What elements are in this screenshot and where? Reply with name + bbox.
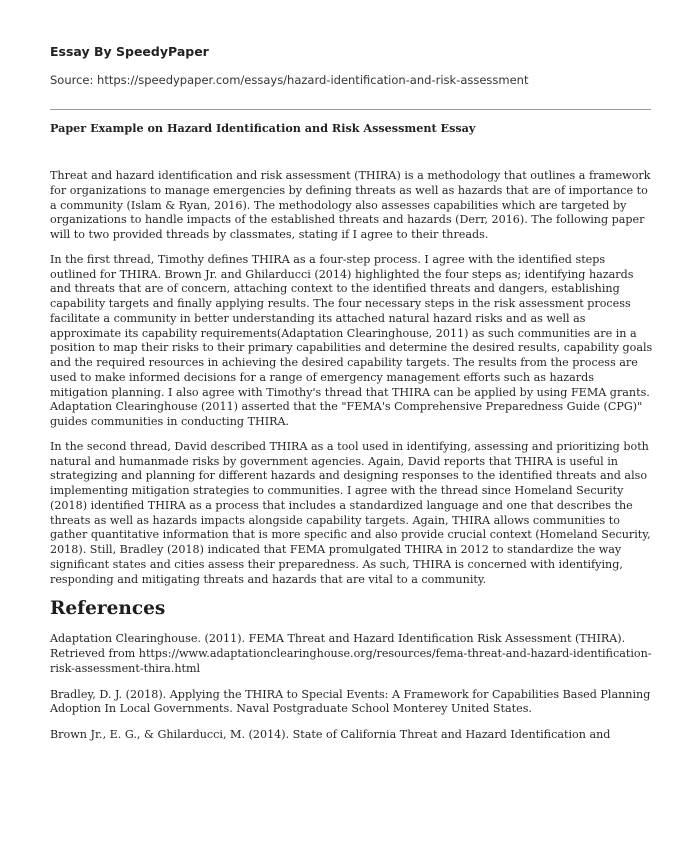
reference-item: [50, 632, 655, 676]
reference-item: [50, 688, 655, 718]
reference-text: Bradley, D. J. (2018). Applying the THIRA to Special Events: A Framework for Capabilities Based Planning Adoption In Local Governments. Naval Postgraduate School Monterey United States.: [50, 687, 651, 716]
reference-url: https://www.adaptationclearinghouse.org/resources/fema-threat-and-hazard-identification-risk-assessment-thira.html: [50, 647, 652, 675]
essay-by-heading: Essay By SpeedyPaper: [50, 44, 209, 59]
source-line: Source: https://speedypaper.com/essays/hazard-identification-and-risk-assessment: [50, 73, 529, 87]
essay-body: [50, 169, 655, 754]
reference-text: Brown Jr., E. G., & Ghilarducci, M. (2014). State of California Threat and Hazard Identification and: [50, 728, 611, 741]
paragraph-second-thread: In the second thread, David described THIRA as a tool used in identifying, assessing and prioritizing both natural and humanmade risks by government agencies. Again, David reports that THIRA is useful in strategizing and planning for different hazards and designing responses to the identified threats and also implementing mitigation strategies to communities. I agree with the thread since Homeland Security (2018) identified THIRA as a process that includes a standardized language and one that describes the threats as well as hazards impacts alongside capability targets. Again, THIRA allows communities to gather quantitative information that is more specific and also provide crucial context (Homeland Security, 2018). Still, Bradley (2018) indicated that FEMA promulgated THIRA in 2012 to standardize the way significant states and cities assess their preparedness. As such, THIRA is concerned with identifying, responding and mitigating threats and hazards that are vital to a community.: [50, 439, 651, 586]
reference-text: Adaptation Clearinghouse. (2011). FEMA Threat and Hazard Identification Risk Assessment (THIRA). Retrieved from: [50, 632, 626, 660]
paragraph-intro: Threat and hazard identification and risk assessment (THIRA) is a methodology that outlines a framework for organizations to manage emergencies by defining threats as well as hazards that are of importance to a community (Islam & Ryan, 2016). The methodology also assesses capabilities which are targeted by organizations to handle impacts of the established threats and hazards (Derr, 2016). The following paper will to two provided threads by classmates, stating if I agree to their threads.: [50, 169, 651, 241]
essay-title: Paper Example on Hazard Identification and Risk Assessment Essay: [50, 121, 476, 135]
header-divider: [50, 109, 651, 110]
paragraph-first-thread: In the first thread, Timothy defines THIRA as a four-step process. I agree with the identified steps outlined for THIRA. Brown Jr. and Ghilarducci (2014) highlighted the four steps as; identifying hazards and threats that are of concern, attaching context to the identified threats and dangers, establishing capability targets and finally applying results. The four necessary steps in the risk assessment process facilitate a community in better understanding its attached natural hazard risks and as well as approximate its capability requirements(Adaptation Clearinghouse, 2011) as such communities are in a position to map their risks to their primary capabilities and determine the desired results, capability goals and the required resources in achieving the desired capability targets. The results from the process are used to make informed decisions for a range of emergency management efforts such as hazards mitigation planning. I also agree with Timothy's thread that THIRA can be applied by using FEMA grants. Adaptation Clearinghouse (2011) asserted that the "FEMA's Comprehensive Preparedness Guide (CPG)" guides communities in conducting THIRA.: [50, 252, 653, 428]
references-heading: References: [50, 598, 166, 620]
reference-item: [50, 728, 655, 743]
